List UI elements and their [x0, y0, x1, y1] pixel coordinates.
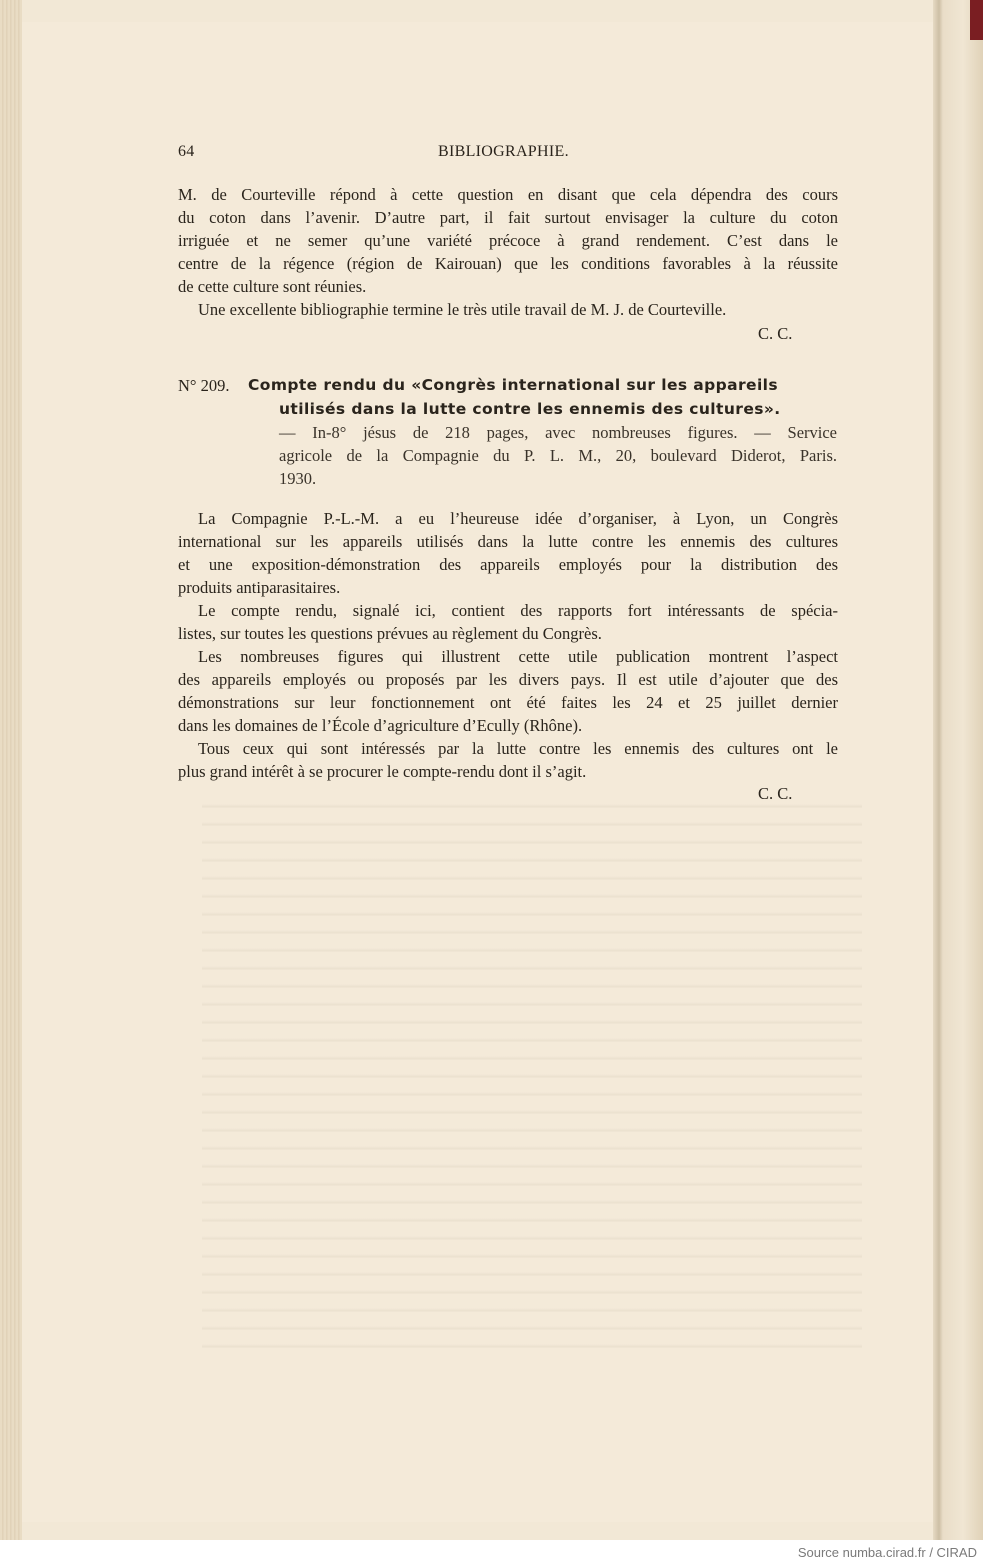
- review-line: listes, sur toutes les questions prévues au règlement du Congrès.: [178, 624, 602, 643]
- review-line: du coton dans l’avenir. D’autre part, il fait surtout envisager la culture du coton: [178, 208, 838, 227]
- entry-details: 1930.: [279, 469, 317, 488]
- review-line: La Compagnie P.-L.-M. a eu l’heureuse idée d’organiser, à Lyon, un Congrès: [198, 509, 838, 528]
- viewer-footer: [0, 1540, 983, 1566]
- book-gutter: [933, 0, 983, 1540]
- entry-number: N° 209.: [178, 376, 230, 395]
- review-line: Le compte rendu, signalé ici, contient des rapports fort intéressants de spécia-: [198, 601, 838, 620]
- review-line: international sur les appareils utilisés dans la lutte contre les ennemis des cultures: [178, 532, 838, 551]
- show-through-text: [202, 802, 862, 1362]
- entry-title: utilisés dans la lutte contre les ennemis des cultures».: [279, 400, 781, 418]
- review-line: et une exposition-démonstration des appareils employés pour la distribution des: [178, 555, 838, 574]
- review-line: produits antiparasitaires.: [178, 578, 341, 597]
- review-signature: C. C.: [758, 784, 793, 803]
- entry-details: — In-8° jésus de 218 pages, avec nombreuses figures. — Service: [279, 423, 837, 442]
- review-line: M. de Courteville répond à cette question en disant que cela dépendra des cours: [178, 185, 838, 204]
- review-closing-line: Une excellente bibliographie termine le très utile travail de M. J. de Courteville.: [198, 300, 727, 319]
- review-line: irriguée et ne semer qu’une variété précoce à grand rendement. C’est dans le: [178, 231, 838, 250]
- review-line: Tous ceux qui sont intéressés par la lutte contre les ennemis des cultures ont le: [198, 739, 838, 758]
- book-edge-left: [0, 0, 22, 1540]
- review-line: plus grand intérêt à se procurer le compte-rendu dont il s’agit.: [178, 762, 587, 781]
- review-line: dans les domaines de l’École d’agriculture d’Ecully (Rhône).: [178, 716, 583, 735]
- binding-edge: [970, 0, 983, 40]
- entry-title: Compte rendu du «Congrès international sur les appareils: [248, 376, 779, 394]
- review-signature: C. C.: [758, 324, 793, 343]
- running-title: BIBLIOGRAPHIE.: [438, 143, 569, 160]
- review-line: centre de la régence (région de Kairouan) que les conditions favorables à la réussite: [178, 254, 838, 273]
- review-line: Les nombreuses figures qui illustrent cette utile publication montrent l’aspect: [198, 647, 838, 666]
- entry-details: agricole de la Compagnie du P. L. M., 20, boulevard Diderot, Paris.: [279, 446, 837, 465]
- review-line: de cette culture sont réunies.: [178, 277, 367, 296]
- source-credit: Source numba.cirad.fr / CIRAD: [797, 1545, 977, 1560]
- review-line: des appareils employés ou proposés par les divers pays. Il est utile d’ajouter que des: [178, 670, 838, 689]
- page-number: 64: [178, 143, 195, 160]
- review-line: démonstrations sur leur fonctionnement ont été faites les 24 et 25 juillet dernier: [178, 693, 838, 712]
